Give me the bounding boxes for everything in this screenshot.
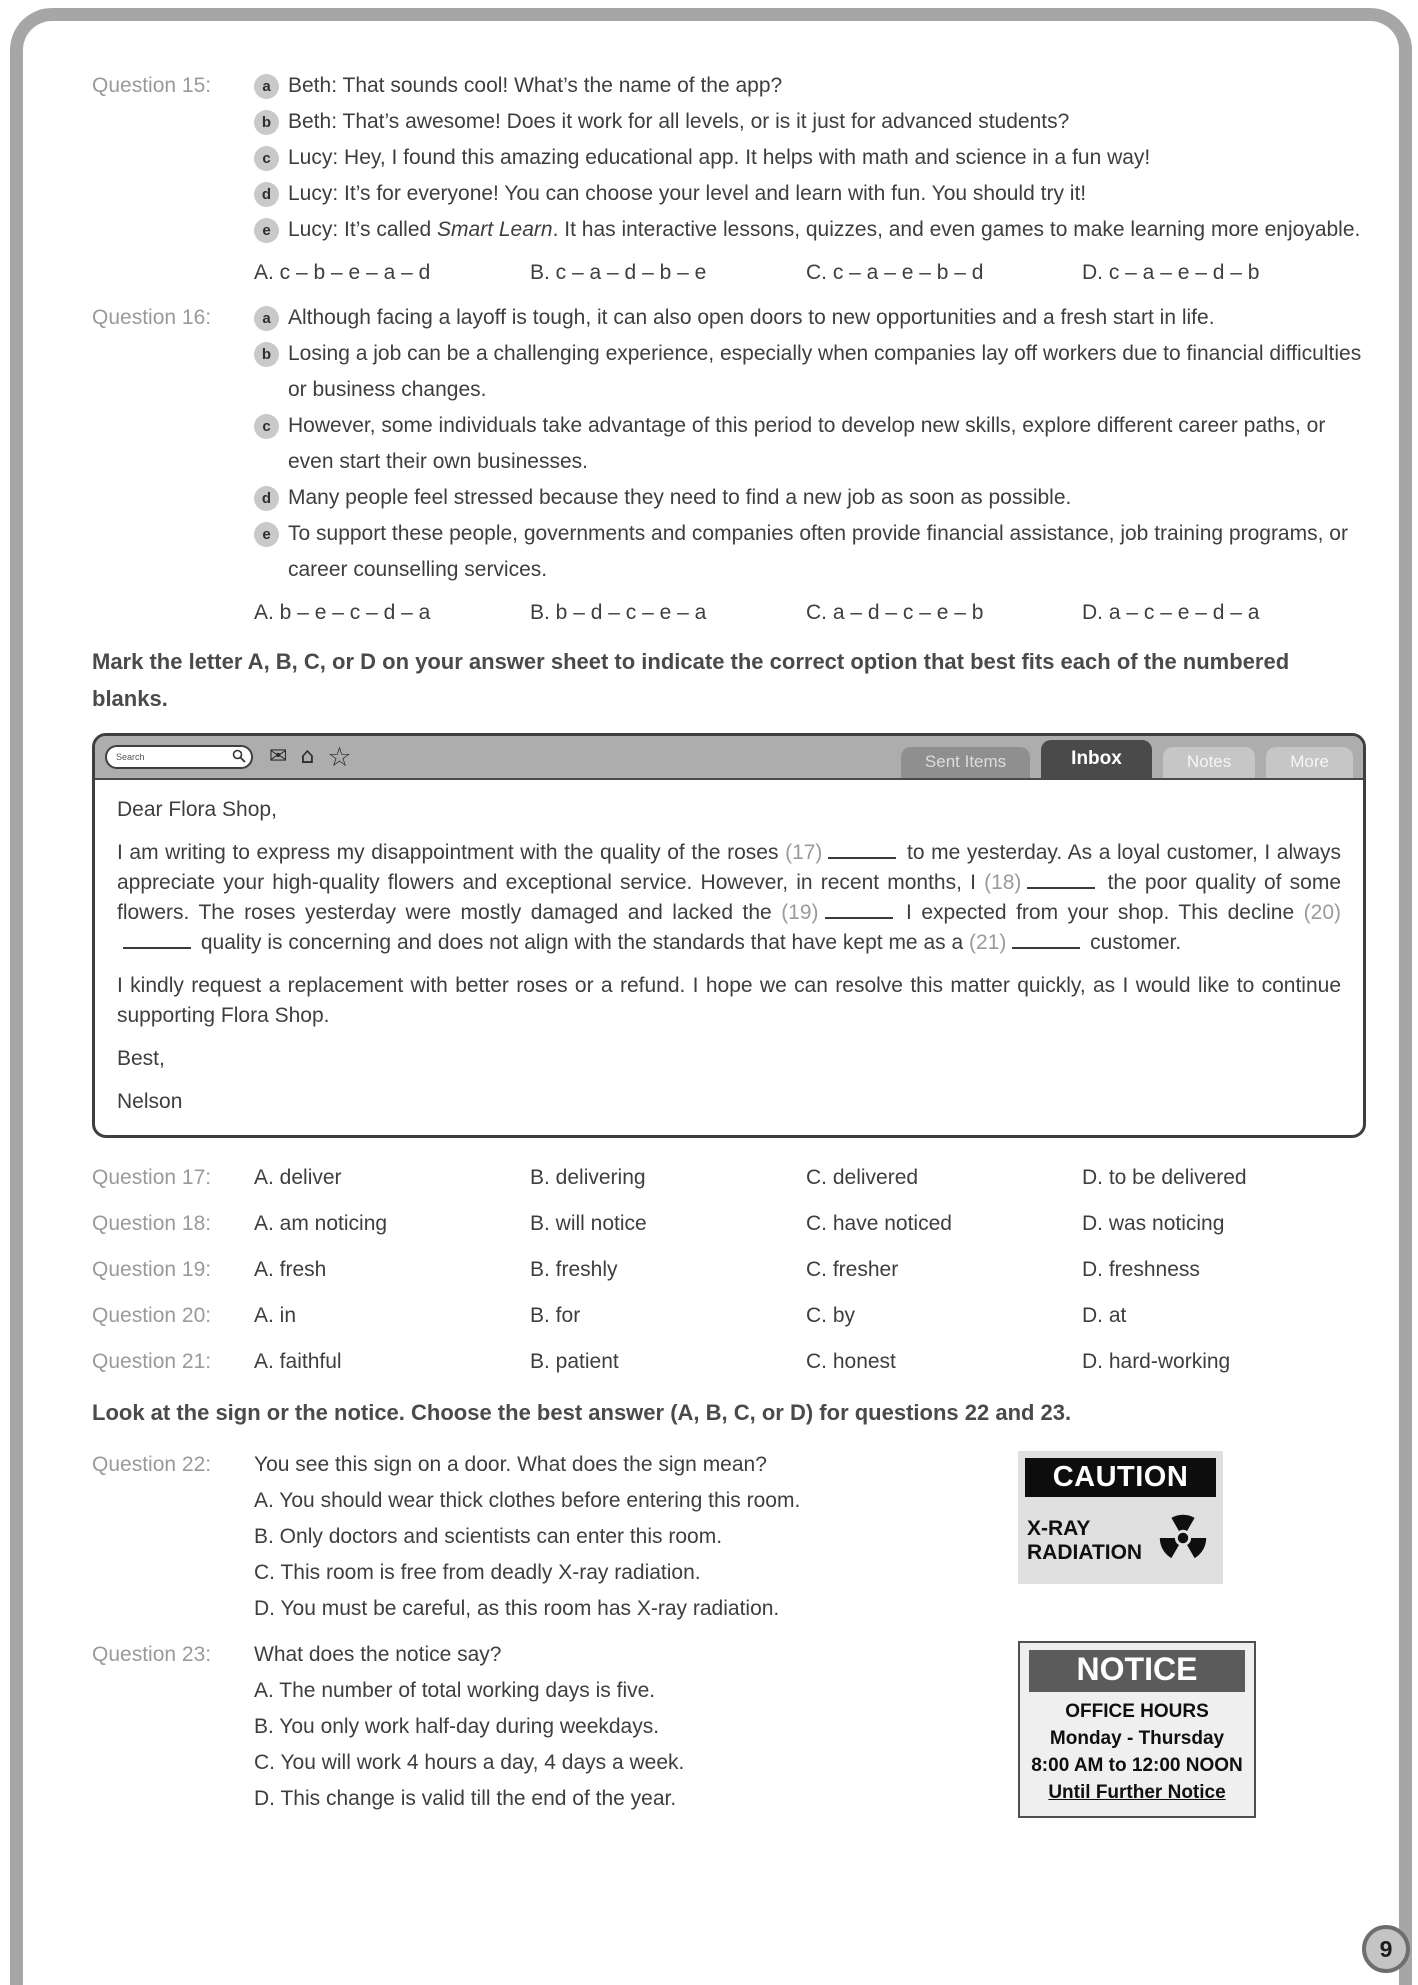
caution-line-1: X-RAY xyxy=(1027,1517,1091,1540)
option-d: D. This change is valid till the end of the year. xyxy=(254,1787,677,1810)
question-23-text: What does the notice say? xyxy=(254,1643,502,1666)
option-b: B. delivering xyxy=(530,1166,646,1189)
notice-line-4: Until Further Notice xyxy=(1048,1782,1226,1803)
question-23-sign-column xyxy=(1018,1637,1366,1818)
blank-number-20: (20) xyxy=(1303,901,1341,924)
blank-number-21: (21) xyxy=(968,931,1007,954)
question-22-text: You see this sign on a door. What does the sign mean? xyxy=(254,1453,767,1476)
caution-sign xyxy=(1018,1451,1223,1584)
blank-19 xyxy=(825,903,893,919)
item-letter-chip: b xyxy=(254,342,279,367)
caution-sign-text xyxy=(1027,1517,1142,1565)
question-item-d xyxy=(254,176,1366,212)
question-17-label: Question 17: xyxy=(92,1166,212,1189)
item-letter-chip: c xyxy=(254,414,279,439)
email-paragraph-1 xyxy=(117,838,1341,958)
email-text-segment: I am writing to express my disappointment with the quality of the roses xyxy=(117,841,786,864)
tab-inbox[interactable]: Inbox xyxy=(1041,740,1152,778)
question-17-row xyxy=(92,1164,1366,1192)
option-c: C. fresher xyxy=(806,1258,899,1281)
home-icon[interactable]: ⌂ xyxy=(300,744,315,769)
email-text-segment: the poor quality of some flowers. The roses yesterday were mostly damaged and lacked the xyxy=(117,871,1341,924)
question-item-d xyxy=(254,480,1366,516)
caution-line-2: RADIATION xyxy=(1027,1541,1143,1564)
notice-line-1: OFFICE HOURS xyxy=(1065,1701,1209,1722)
option-a: A. am noticing xyxy=(254,1212,388,1235)
option-a: A. in xyxy=(254,1304,297,1327)
option-d: D. a – c – e – d – a xyxy=(1082,601,1260,624)
option-d: D. freshness xyxy=(1082,1258,1200,1281)
question-item-e xyxy=(254,516,1366,588)
search-input[interactable] xyxy=(105,745,253,769)
email-signature: Nelson xyxy=(117,1090,183,1113)
page-number: 9 xyxy=(1362,1925,1410,1973)
item-letter-chip: e xyxy=(254,522,279,547)
question-16-options xyxy=(254,595,1366,631)
option-d: D. c – a – e – d – b xyxy=(1082,261,1260,284)
blank-17 xyxy=(828,843,896,859)
item-text-pre: Lucy: It’s called xyxy=(288,218,438,241)
option-b: B. for xyxy=(530,1304,581,1327)
tab-sent-items[interactable]: Sent Items xyxy=(901,747,1030,778)
item-text: Although facing a layoff is tough, it can also open doors to new opportunities and a fresh start in life. xyxy=(288,306,1215,329)
option-a: A. The number of total working days is five. xyxy=(254,1679,656,1702)
blank-20 xyxy=(123,933,191,949)
item-letter-chip: c xyxy=(254,146,279,171)
question-16-label: Question 16: xyxy=(92,306,212,329)
option-d: D. You must be careful, as this room has X-ray radiation. xyxy=(254,1597,780,1620)
option-c: C. This room is free from deadly X-ray radiation. xyxy=(254,1561,701,1584)
question-23-main xyxy=(254,1637,1018,1817)
option-c: C. have noticed xyxy=(806,1212,952,1235)
question-item-e xyxy=(254,212,1366,248)
item-text: Many people feel stressed because they need to find a new job as soon as possible. xyxy=(288,486,1072,509)
search-icon xyxy=(232,745,246,769)
option-d: D. hard-working xyxy=(1082,1350,1231,1373)
option-b: B. freshly xyxy=(530,1258,618,1281)
email-text-segment: customer. xyxy=(1084,931,1182,954)
blank-18 xyxy=(1027,873,1095,889)
option-a: A. You should wear thick clothes before entering this room. xyxy=(254,1489,801,1512)
blank-number-17: (17) xyxy=(785,841,823,864)
blank-number-18: (18) xyxy=(984,871,1022,894)
question-18-label: Question 18: xyxy=(92,1212,212,1235)
option-d: D. to be delivered xyxy=(1082,1166,1247,1189)
option-a: A. c – b – e – a – d xyxy=(254,261,431,284)
question-22-sign-column xyxy=(1018,1447,1366,1584)
question-16 xyxy=(92,300,1366,631)
question-item-b xyxy=(254,336,1366,408)
email-greeting: Dear Flora Shop, xyxy=(117,798,277,821)
item-text-post: . It has interactive lessons, quizzes, and even games to make learning more enjoyable. xyxy=(552,218,1361,241)
option-c: C. by xyxy=(806,1304,856,1327)
question-item-c xyxy=(254,408,1366,480)
caution-sign-header: CAUTION xyxy=(1025,1458,1216,1497)
question-item-b xyxy=(254,104,1366,140)
item-letter-chip: a xyxy=(254,74,279,99)
option-b: B. Only doctors and scientists can enter this room. xyxy=(254,1525,723,1548)
item-text: However, some individuals take advantage of this period to develop new skills, explore different career paths, or even start their own businesses. xyxy=(288,414,1326,473)
question-item-a xyxy=(254,68,1366,104)
tab-more[interactable]: More xyxy=(1266,747,1353,778)
search-placeholder: Search xyxy=(116,752,145,762)
email-text-segment: quality is concerning and does not align with the standards that have kept me as a xyxy=(195,931,969,954)
option-a: A. b – e – c – d – a xyxy=(254,601,431,624)
star-icon[interactable]: ☆ xyxy=(327,741,352,773)
question-20-row xyxy=(92,1302,1366,1330)
option-c: C. c – a – e – b – d xyxy=(806,261,984,284)
caution-sign-body xyxy=(1025,1497,1216,1577)
blank-number-19: (19) xyxy=(781,901,819,924)
option-d: D. at xyxy=(1082,1304,1127,1327)
blank-21 xyxy=(1012,933,1080,949)
option-c: C. You will work 4 hours a day, 4 days a week. xyxy=(254,1751,685,1774)
question-20-label: Question 20: xyxy=(92,1304,212,1327)
question-23-label: Question 23: xyxy=(92,1643,212,1666)
item-text: Lucy: Hey, I found this amazing educational app. It helps with math and science in a fun way! xyxy=(288,146,1151,169)
notice-line-3: 8:00 AM to 12:00 NOON xyxy=(1031,1755,1243,1776)
item-text-italic: Smart Learn xyxy=(437,218,553,241)
item-text: To support these people, governments and companies often provide financial assistance, job training programs, or career counselling services. xyxy=(288,522,1348,581)
question-16-items xyxy=(254,300,1366,588)
item-text: Lucy: It’s for everyone! You can choose your level and learn with fun. You should try it! xyxy=(288,182,1087,205)
notice-sign-header: NOTICE xyxy=(1029,1650,1245,1692)
notice-line-2: Monday - Thursday xyxy=(1049,1728,1225,1749)
item-letter-chip: b xyxy=(254,110,279,135)
mail-icon[interactable]: ✉ xyxy=(269,744,288,769)
item-letter-chip: e xyxy=(254,218,279,243)
question-15-options xyxy=(254,255,1366,291)
question-15 xyxy=(92,68,1366,291)
instruction-sign-notice: Look at the sign or the notice. Choose the best answer (A, B, C, or D) for questions 22 and 23. xyxy=(92,1400,1072,1425)
option-a: A. faithful xyxy=(254,1350,342,1373)
email-window xyxy=(92,733,1366,1138)
blank-questions xyxy=(92,1164,1366,1376)
option-b: B. You only work half-day during weekdays. xyxy=(254,1715,660,1738)
email-closing: Best, xyxy=(117,1047,165,1070)
instruction-numbered-blanks: Mark the letter A, B, C, or D on your answer sheet to indicate the correct option that best fits each of the numbered blanks. xyxy=(92,649,1290,711)
question-22-main xyxy=(254,1447,1018,1627)
question-21-label: Question 21: xyxy=(92,1350,212,1373)
question-18-row xyxy=(92,1210,1366,1238)
option-c: C. honest xyxy=(806,1350,896,1373)
question-item-c xyxy=(254,140,1366,176)
option-b: B. c – a – d – b – e xyxy=(530,261,707,284)
email-text-segment: I expected from your shop. This decline xyxy=(896,901,1304,924)
email-text-segment: to me yesterday. As a loyal customer, I always appreciate your high-quality flowers and exceptional service. However, in recent months, I xyxy=(117,841,1341,894)
question-item-a xyxy=(254,300,1366,336)
question-15-items xyxy=(254,68,1366,248)
item-letter-chip: a xyxy=(254,306,279,331)
question-15-label: Question 15: xyxy=(92,74,212,97)
option-a: A. fresh xyxy=(254,1258,327,1281)
question-19-label: Question 19: xyxy=(92,1258,212,1281)
option-d: D. was noticing xyxy=(1082,1212,1225,1235)
item-letter-chip: d xyxy=(254,486,279,511)
question-22-label: Question 22: xyxy=(92,1453,212,1476)
email-toolbar xyxy=(95,736,1363,780)
question-22 xyxy=(92,1447,1366,1627)
option-b: B. patient xyxy=(530,1350,619,1373)
notice-sign xyxy=(1018,1641,1256,1818)
radiation-icon xyxy=(1154,1509,1212,1573)
option-a: A. deliver xyxy=(254,1166,342,1189)
item-text: Beth: That’s awesome! Does it work for all levels, or is it just for advanced students? xyxy=(288,110,1070,133)
item-text: Beth: That sounds cool! What’s the name of the app? xyxy=(288,74,783,97)
option-b: B. will notice xyxy=(530,1212,647,1235)
tab-notes[interactable]: Notes xyxy=(1163,747,1255,778)
question-21-row xyxy=(92,1348,1366,1376)
email-paragraph-2: I kindly request a replacement with better roses or a refund. I hope we can resolve this matter quickly, as I would like to continue supporting Flora Shop. xyxy=(117,974,1341,1027)
email-body xyxy=(95,780,1363,1135)
option-b: B. b – d – c – e – a xyxy=(530,601,707,624)
question-23 xyxy=(92,1637,1366,1818)
item-text xyxy=(288,212,1366,248)
question-19-row xyxy=(92,1256,1366,1284)
option-c: C. delivered xyxy=(806,1166,919,1189)
item-letter-chip: d xyxy=(254,182,279,207)
item-text: Losing a job can be a challenging experience, especially when companies lay off workers due to financial difficulties or business changes. xyxy=(288,342,1362,401)
option-c: C. a – d – c – e – b xyxy=(806,601,984,624)
